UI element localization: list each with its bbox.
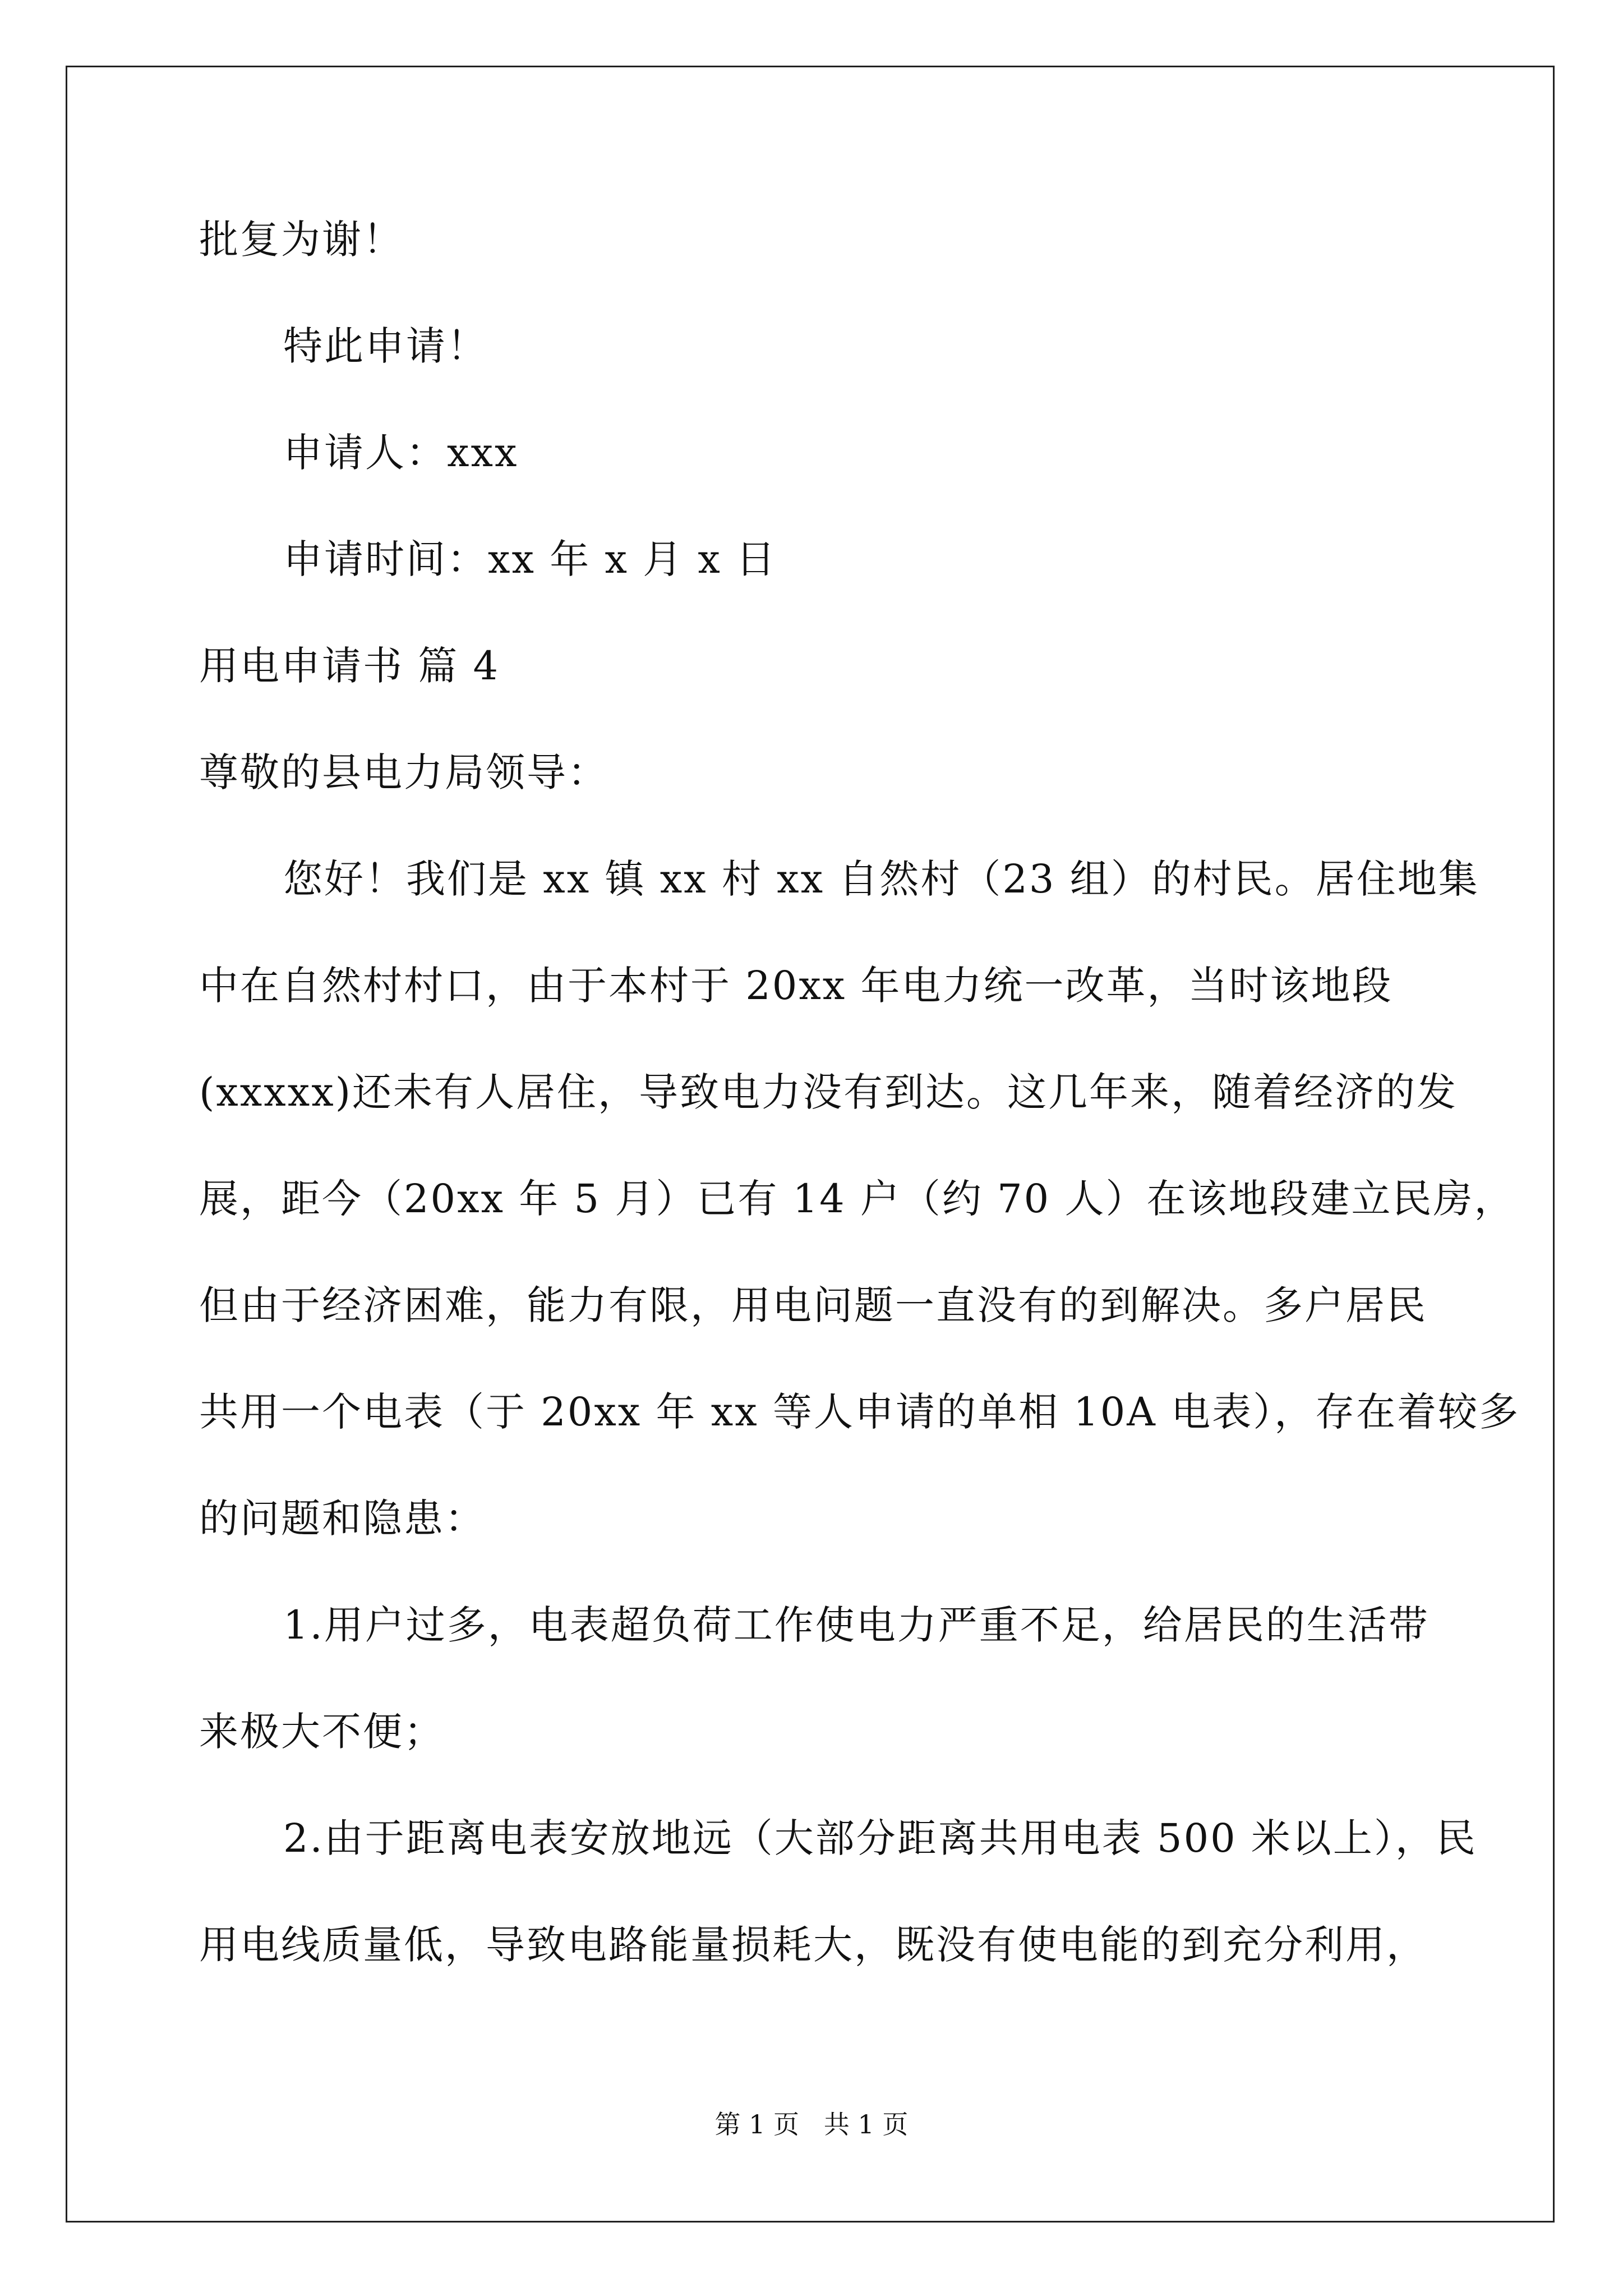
paragraph-line: 您好！我们是 xx 镇 xx 村 xx 自然村（23 组）的村民。居住地集 [283,856,1479,902]
application-date-line: 申请时间：xx 年 x 月 x 日 [283,536,777,582]
paragraph-line: (xxxxx)还未有人居住，导致电力没有到达。这几年来，随着经济的发 [199,1069,1458,1115]
page-footer: 第 1 页 共 1 页 [714,2109,909,2139]
list-item-line: 1.用户过多，电表超负荷工作使电力严重不足，给居民的生活带 [283,1602,1430,1648]
paragraph-line: 但由于经济困难，能力有限，用电问题一直没有的到解决。多户居民 [199,1282,1427,1328]
closing-line: 批复为谢！ [199,217,404,263]
paragraph-line: 中在自然村村口，由于本村于 20xx 年电力统一改革，当时该地段 [199,963,1393,1009]
applicant-line: 申请人：xxx [283,430,519,476]
closing-statement: 特此申请！ [283,323,488,369]
section-heading: 用电申请书 篇 4 [199,643,500,689]
page-border [66,66,1555,2223]
list-item-line: 用电线质量低，导致电路能量损耗大，既没有使电能的到充分利用， [199,1922,1427,1968]
paragraph-line: 共用一个电表（于 20xx 年 xx 等人申请的单相 10A 电表），存在着较多 [199,1389,1520,1435]
paragraph-line: 展，距今（20xx 年 5 月）已有 14 户（约 70 人）在该地段建立民房， [199,1176,1515,1222]
list-item-line: 2.由于距离电表安放地远（大部分距离共用电表 500 米以上），民 [283,1815,1477,1861]
list-item-line: 来极大不便； [199,1709,445,1755]
paragraph-line: 的问题和隐患： [199,1496,486,1542]
salutation: 尊敬的县电力局领导： [199,749,608,795]
